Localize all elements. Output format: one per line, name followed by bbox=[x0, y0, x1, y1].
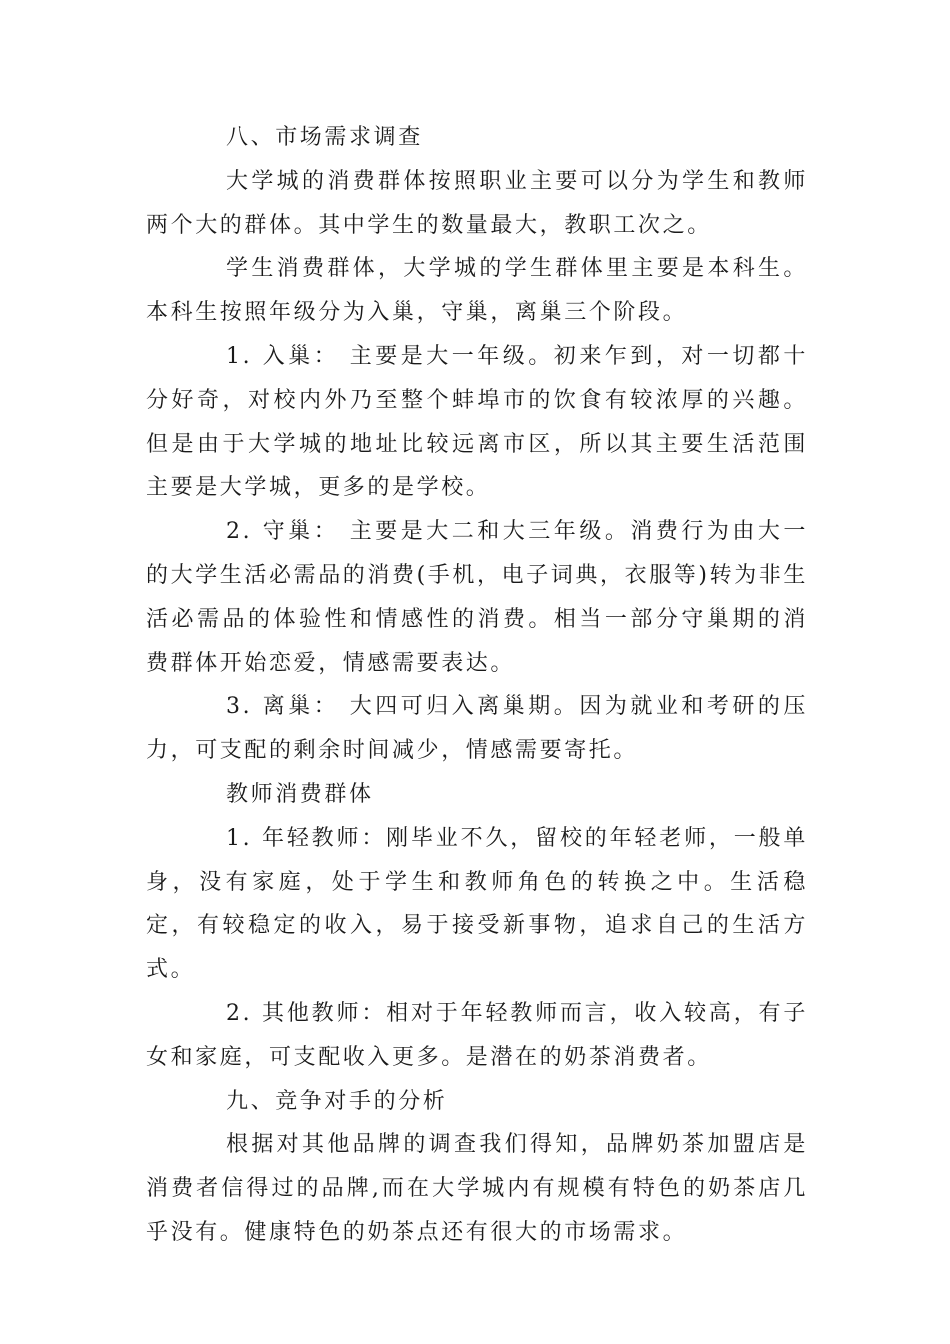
paragraph-other-teachers: 2. 其他教师：相对于年轻教师而言，收入较高，有子女和家庭，可支配收入更多。是潜在的奶茶消费者。 bbox=[146, 1000, 808, 1070]
section-heading-competitor-analysis: 九、竞争对手的分析 bbox=[226, 1088, 448, 1114]
paragraph-stage-keeping-nest: 2. 守巢： 主要是大二和大三年级。消费行为由大一的大学生活必需品的消费(手机，电子词典，衣服等)转为非生活必需品的体验性和情感性的消费。相当一部分守巢期的消费群体开始恋爱，情感需要表达。 bbox=[146, 519, 808, 676]
section-heading-market-demand: 八、市场需求调查 bbox=[226, 125, 423, 150]
paragraph-student-consumers: 学生消费群体，大学城的学生群体里主要是本科生。本科生按照年级分为入巢，守巢，离巢三个阶段。 bbox=[146, 256, 808, 326]
paragraph-stage-entering-nest: 1. 入巢： 主要是大一年级。初来乍到，对一切都十分好奇，对校内外乃至整个蚌埠市的饮食有较浓厚的兴趣。但是由于大学城的地址比较远离市区，所以其主要生活范围主要是大学城，更多的是学校。 bbox=[146, 343, 808, 501]
paragraph-competition: 根据对其他品牌的调查我们得知，品牌奶茶加盟店是消费者信得过的品牌,而在大学城内有规模有特色的奶茶店几乎没有。健康特色的奶茶点还有很大的市场需求。 bbox=[146, 1132, 808, 1245]
document-body bbox=[146, 116, 808, 1255]
paragraph-stage-leaving-nest: 3. 离巢： 大四可归入离巢期。因为就业和考研的压力，可支配的剩余时间减少，情感需要寄托。 bbox=[146, 694, 808, 764]
paragraph-young-teachers: 1. 年轻教师：刚毕业不久，留校的年轻老师，一般单身，没有家庭，处于学生和教师角色的转换之中。生活稳定，有较稳定的收入，易于接受新事物，追求自己的生活方式。 bbox=[146, 825, 808, 983]
subheading-teacher-consumers: 教师消费群体 bbox=[226, 781, 374, 807]
paragraph-consumer-groups: 大学城的消费群体按照职业主要可以分为学生和教师两个大的群体。其中学生的数量最大，教职工次之。 bbox=[146, 168, 808, 238]
